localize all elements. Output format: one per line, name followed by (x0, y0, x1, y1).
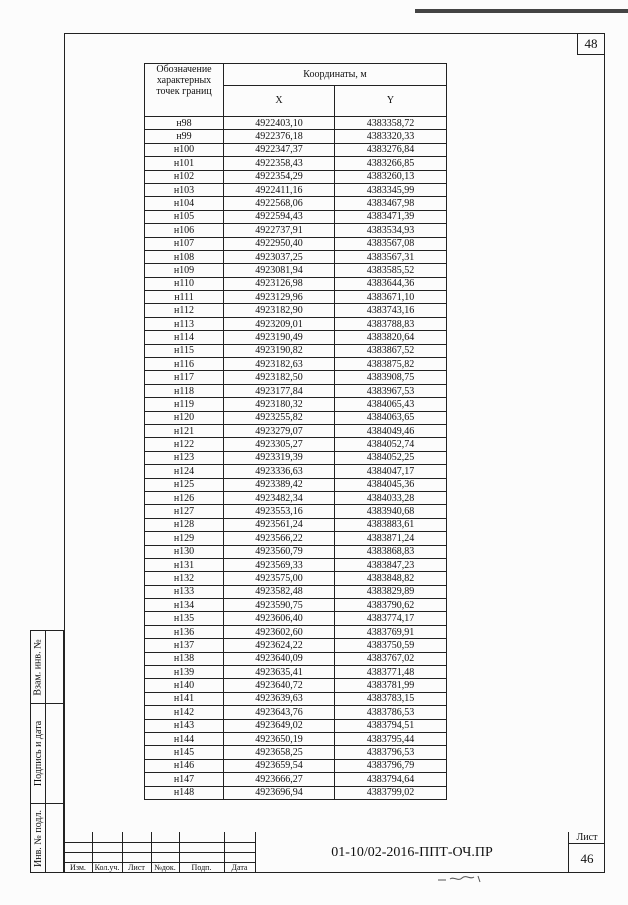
point-label: н102 (145, 170, 224, 183)
point-label: н133 (145, 585, 224, 598)
coord-x: 4922568,06 (224, 197, 335, 210)
coord-y: 4383796,79 (335, 759, 447, 772)
coord-x: 4923582,48 (224, 585, 335, 598)
table-row (145, 438, 447, 451)
coord-x: 4922376,18 (224, 130, 335, 143)
table-row (145, 585, 447, 598)
point-label: н120 (145, 411, 224, 424)
point-label: н139 (145, 666, 224, 679)
coord-x: 4922354,29 (224, 170, 335, 183)
coord-x: 4923209,01 (224, 317, 335, 330)
coord-x: 4923182,50 (224, 371, 335, 384)
label-kolvo: Кол.уч. (94, 863, 120, 872)
coord-y: 4384065,43 (335, 398, 447, 411)
coord-x: 4923129,96 (224, 291, 335, 304)
table-row (145, 679, 447, 692)
coord-y: 4383868,83 (335, 545, 447, 558)
point-label: н104 (145, 197, 224, 210)
point-label: н110 (145, 277, 224, 290)
coord-x: 4923659,54 (224, 759, 335, 772)
label-list: Лист (128, 863, 145, 872)
coord-x: 4923255,82 (224, 411, 335, 424)
table-row (145, 197, 447, 210)
point-label: н123 (145, 451, 224, 464)
coord-y: 4384049,46 (335, 424, 447, 437)
coord-y: 4384033,28 (335, 491, 447, 504)
coord-x: 4923650,19 (224, 732, 335, 745)
coord-y: 4383847,23 (335, 558, 447, 571)
coord-y: 4383848,82 (335, 572, 447, 585)
table-row (145, 117, 447, 130)
point-label: н107 (145, 237, 224, 250)
point-label: н143 (145, 719, 224, 732)
point-label: н118 (145, 384, 224, 397)
coord-y: 4383358,72 (335, 117, 447, 130)
table-row (145, 666, 447, 679)
table-row (145, 545, 447, 558)
coord-x: 4923126,98 (224, 277, 335, 290)
coord-y: 4383820,64 (335, 331, 447, 344)
coord-x: 4923560,79 (224, 545, 335, 558)
table-row (145, 572, 447, 585)
point-label: н128 (145, 518, 224, 531)
coord-y: 4383829,89 (335, 585, 447, 598)
coord-y: 4383567,08 (335, 237, 447, 250)
point-label: н122 (145, 438, 224, 451)
point-label: н119 (145, 398, 224, 411)
table-row (145, 625, 447, 638)
table-row (145, 358, 447, 371)
table-row (145, 759, 447, 772)
point-label: н142 (145, 706, 224, 719)
point-label: н111 (145, 291, 224, 304)
coord-x: 4923561,24 (224, 518, 335, 531)
coord-x: 4923319,39 (224, 451, 335, 464)
table-row (145, 706, 447, 719)
coord-x: 4923182,90 (224, 304, 335, 317)
table-row (145, 304, 447, 317)
header-x: X (224, 85, 335, 116)
point-label: н130 (145, 545, 224, 558)
point-label: н131 (145, 558, 224, 571)
coord-x: 4923640,72 (224, 679, 335, 692)
coord-x: 4923566,22 (224, 532, 335, 545)
coord-x: 4923658,25 (224, 746, 335, 759)
coord-y: 4383795,44 (335, 732, 447, 745)
coord-x: 4922358,43 (224, 157, 335, 170)
coord-y: 4383320,33 (335, 130, 447, 143)
coord-y: 4384052,25 (335, 451, 447, 464)
point-label: н140 (145, 679, 224, 692)
table-row (145, 157, 447, 170)
point-label: н100 (145, 143, 224, 156)
coord-x: 4923639,63 (224, 692, 335, 705)
table-row (145, 183, 447, 196)
table-row (145, 786, 447, 799)
coord-x: 4923190,82 (224, 344, 335, 357)
coord-x: 4922594,43 (224, 210, 335, 223)
coord-x: 4923643,76 (224, 706, 335, 719)
point-label: н141 (145, 692, 224, 705)
coord-x: 4923569,33 (224, 558, 335, 571)
point-label: н126 (145, 491, 224, 504)
table-row (145, 558, 447, 571)
table-row (145, 224, 447, 237)
table-row (145, 277, 447, 290)
point-label: н124 (145, 465, 224, 478)
coord-x: 4923635,41 (224, 666, 335, 679)
point-label: н112 (145, 304, 224, 317)
label-podp: Подп. (191, 863, 212, 872)
pen-mark (436, 874, 484, 884)
table-row (145, 291, 447, 304)
table-row (145, 692, 447, 705)
coord-y: 4383790,62 (335, 599, 447, 612)
point-label: н115 (145, 344, 224, 357)
coord-y: 4384045,36 (335, 478, 447, 491)
coord-x: 4923590,75 (224, 599, 335, 612)
table-row (145, 612, 447, 625)
coord-y: 4383260,13 (335, 170, 447, 183)
coord-y: 4384063,65 (335, 411, 447, 424)
point-label: н108 (145, 250, 224, 263)
table-row (145, 652, 447, 665)
point-label: н121 (145, 424, 224, 437)
coord-x: 4923182,63 (224, 358, 335, 371)
coord-y: 4383794,51 (335, 719, 447, 732)
coord-y: 4383467,98 (335, 197, 447, 210)
point-label: н137 (145, 639, 224, 652)
point-label: н145 (145, 746, 224, 759)
coord-x: 4922403,10 (224, 117, 335, 130)
sheet-number: 46 (580, 850, 594, 866)
coord-x: 4923081,94 (224, 264, 335, 277)
coord-y: 4383799,02 (335, 786, 447, 799)
coord-y: 4383875,82 (335, 358, 447, 371)
table-row (145, 143, 447, 156)
point-label: н146 (145, 759, 224, 772)
coord-x: 4923602,60 (224, 625, 335, 638)
point-label: н101 (145, 157, 224, 170)
point-label: н109 (145, 264, 224, 277)
table-row (145, 264, 447, 277)
table-row (145, 317, 447, 330)
table-row (145, 732, 447, 745)
table-row (145, 599, 447, 612)
table-row (145, 250, 447, 263)
title-block (64, 832, 605, 873)
coord-y: 4383774,17 (335, 612, 447, 625)
title-block-grid (64, 832, 255, 873)
document-number: 01-10/02-2016-ППТ-ОЧ.ПР (255, 832, 569, 873)
coord-x: 4923666,27 (224, 773, 335, 786)
side-label-vzam: Взам. инв. № (33, 638, 45, 696)
point-label: н98 (145, 117, 224, 130)
coord-x: 4922950,40 (224, 237, 335, 250)
coord-y: 4383781,99 (335, 679, 447, 692)
label-izm: Изм. (70, 863, 86, 872)
coord-x: 4922347,37 (224, 143, 335, 156)
coord-x: 4923037,25 (224, 250, 335, 263)
point-label: н116 (145, 358, 224, 371)
coord-y: 4383783,15 (335, 692, 447, 705)
coord-y: 4383871,24 (335, 532, 447, 545)
side-stamp-strip (30, 630, 64, 873)
point-label: н129 (145, 532, 224, 545)
table-row (145, 384, 447, 397)
coord-x: 4923177,84 (224, 384, 335, 397)
coord-y: 4383345,99 (335, 183, 447, 196)
coord-y: 4383644,36 (335, 277, 447, 290)
side-label-podpis: Подпись и дата (33, 720, 44, 786)
table-row (145, 451, 447, 464)
side-label-inv: Инв. № подл. (33, 810, 45, 867)
coord-y: 4383908,75 (335, 371, 447, 384)
table-row (145, 371, 447, 384)
coord-x: 4923624,22 (224, 639, 335, 652)
table-row (145, 773, 447, 786)
coordinates-table (144, 63, 447, 800)
coord-y: 4383940,68 (335, 505, 447, 518)
point-label: н136 (145, 625, 224, 638)
coord-y: 4383786,53 (335, 706, 447, 719)
table-row (145, 532, 447, 545)
table-row (145, 719, 447, 732)
coord-y: 4383796,53 (335, 746, 447, 759)
coord-y: 4383769,91 (335, 625, 447, 638)
header-point-label: Обозначение характерных точек границ (145, 64, 224, 117)
coord-y: 4383534,93 (335, 224, 447, 237)
coord-x: 4923305,27 (224, 438, 335, 451)
header-y: Y (335, 85, 447, 116)
coord-x: 4923649,02 (224, 719, 335, 732)
point-label: н135 (145, 612, 224, 625)
point-label: н147 (145, 773, 224, 786)
coord-y: 4383276,84 (335, 143, 447, 156)
coord-y: 4384047,17 (335, 465, 447, 478)
point-label: н99 (145, 130, 224, 143)
point-label: н134 (145, 599, 224, 612)
coord-x: 4923279,07 (224, 424, 335, 437)
coord-x: 4923553,16 (224, 505, 335, 518)
table-row (145, 170, 447, 183)
coord-y: 4383883,61 (335, 518, 447, 531)
point-label: н105 (145, 210, 224, 223)
page-number: 48 (577, 33, 605, 55)
coord-x: 4923482,34 (224, 491, 335, 504)
table-row (145, 465, 447, 478)
coord-y: 4383471,39 (335, 210, 447, 223)
coord-x: 4923190,49 (224, 331, 335, 344)
coord-y: 4383867,52 (335, 344, 447, 357)
coord-x: 4922411,16 (224, 183, 335, 196)
table-row (145, 344, 447, 357)
table-row (145, 518, 447, 531)
table-body (145, 117, 447, 800)
table-row (145, 424, 447, 437)
coord-y: 4383767,02 (335, 652, 447, 665)
coord-x: 4923640,09 (224, 652, 335, 665)
point-label: н144 (145, 732, 224, 745)
sheet-label: Лист (569, 832, 605, 844)
top-edge-line (415, 9, 628, 13)
point-label: н103 (145, 183, 224, 196)
coord-x: 4923180,32 (224, 398, 335, 411)
coord-y: 4383743,16 (335, 304, 447, 317)
label-data: Дата (231, 863, 248, 872)
coord-x: 4923575,00 (224, 572, 335, 585)
point-label: н127 (145, 505, 224, 518)
header-coordinates: Координаты, м (224, 64, 447, 86)
coord-y: 4383567,31 (335, 250, 447, 263)
point-label: н132 (145, 572, 224, 585)
coord-y: 4383788,83 (335, 317, 447, 330)
coord-x: 4923606,40 (224, 612, 335, 625)
coord-y: 4383967,53 (335, 384, 447, 397)
table-row (145, 746, 447, 759)
coord-x: 4922737,91 (224, 224, 335, 237)
table-row (145, 491, 447, 504)
point-label: н125 (145, 478, 224, 491)
table-row (145, 411, 447, 424)
coord-x: 4923336,63 (224, 465, 335, 478)
table-row (145, 331, 447, 344)
point-label: н138 (145, 652, 224, 665)
point-label: н148 (145, 786, 224, 799)
point-label: н117 (145, 371, 224, 384)
coord-y: 4383794,64 (335, 773, 447, 786)
table-row (145, 478, 447, 491)
coord-y: 4384052,74 (335, 438, 447, 451)
table-row (145, 505, 447, 518)
coord-x: 4923696,94 (224, 786, 335, 799)
point-label: н106 (145, 224, 224, 237)
coord-y: 4383750,59 (335, 639, 447, 652)
table-row (145, 639, 447, 652)
coord-y: 4383771,48 (335, 666, 447, 679)
point-label: н113 (145, 317, 224, 330)
table-row (145, 398, 447, 411)
table-row (145, 210, 447, 223)
coord-y: 4383585,52 (335, 264, 447, 277)
coord-x: 4923389,42 (224, 478, 335, 491)
coord-y: 4383671,10 (335, 291, 447, 304)
coord-y: 4383266,85 (335, 157, 447, 170)
table-row (145, 237, 447, 250)
point-label: н114 (145, 331, 224, 344)
label-ndok: №док. (154, 863, 176, 872)
table-row (145, 130, 447, 143)
